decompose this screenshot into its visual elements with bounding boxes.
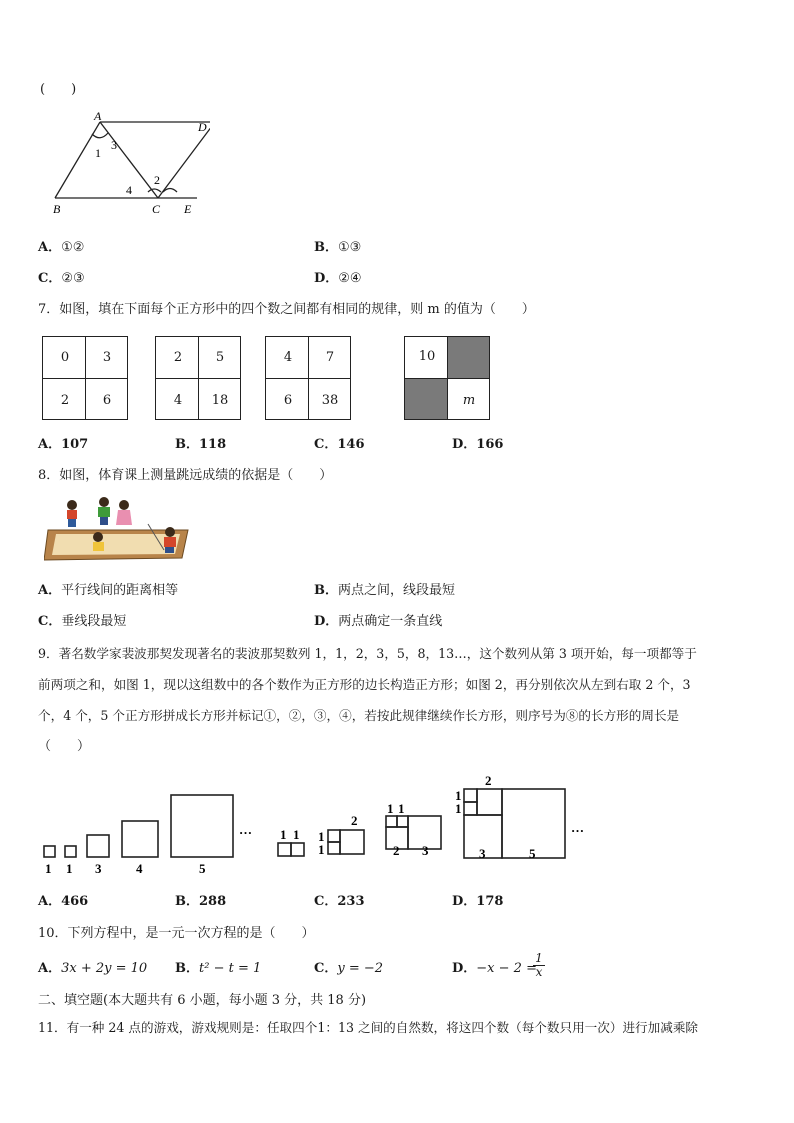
q10-fraction: 1 x (533, 952, 545, 979)
svg-text:…: … (239, 822, 252, 837)
q8-option-d: D．两点确定一条直线 (314, 614, 443, 629)
label-3: 3 (111, 138, 117, 152)
q7-grid-1: 0 3 2 6 (42, 336, 128, 420)
svg-text:2: 2 (393, 843, 400, 858)
label-1: 1 (95, 146, 101, 160)
q6-option-b: B．①③ (314, 240, 362, 255)
svg-text:1: 1 (455, 801, 462, 816)
fibonacci-rectangles-figure (272, 770, 602, 880)
label-B: B (53, 202, 61, 216)
parallelogram-figure (40, 112, 210, 220)
q8-option-c: C．垂线段最短 (38, 614, 127, 629)
q10-stem: 10．下列方程中，是一元一次方程的是（ ） (38, 926, 315, 941)
svg-text:1: 1 (455, 788, 462, 803)
q9-stem-line2: 前两项之和，如图 1，现以这组数中的各个数作为正方形的边长构造正方形；如图 2，再分别依次从左到右取 2 个，3 (38, 677, 691, 692)
q7-option-b: B．118 (175, 437, 227, 452)
q6-option-d: D．②④ (314, 271, 362, 286)
q8-stem: 8．如图，体育课上测量跳远成绩的依据是（ ） (38, 468, 333, 483)
svg-text:3: 3 (95, 861, 102, 876)
svg-text:3: 3 (422, 843, 429, 858)
q8-option-b: B．两点之间，线段最短 (314, 583, 456, 598)
q9-stem-line4: （ ） (38, 739, 91, 754)
q9-option-d: D．178 (452, 894, 504, 909)
q7-grid-2: 2 5 4 18 (155, 336, 241, 420)
svg-text:1: 1 (45, 861, 52, 876)
q9-stem-line1: 9．著名数学家裴波那契发现著名的裴波那契数列 1，1，2，3，5，8，13…，这个数列从第 3 项开始，每一项都等于 (38, 646, 697, 661)
label-A: A (94, 112, 102, 123)
label-2: 2 (154, 173, 160, 187)
q11-stem: 11．有一种 24 点的游戏，游戏规则是：任取四个1：13 之间的自然数，将这四个数（每个数只用一次）进行加减乘除 (38, 1020, 699, 1035)
q7-stem: 7．如图，填在下面每个正方形中的四个数之间都有相同的规律，则 m 的值为（ ） (38, 302, 535, 317)
svg-text:1: 1 (398, 801, 405, 816)
answer-paren: ( ) (40, 82, 77, 97)
q9-stem-line3: 个，4 个，5 个正方形拼成长方形并标记①，②，③，④，若按此规律继续作长方形，则序号为⑧的长方形的周长是 (38, 708, 680, 723)
shaded-cell (447, 337, 489, 378)
q10-option-b: B．t² − t = 1 (175, 961, 262, 976)
svg-text:1: 1 (387, 801, 394, 816)
q7-option-a: A．107 (38, 437, 89, 452)
section-heading: 二、填空题(本大题共有 6 小题，每小题 3 分，共 18 分) (38, 993, 367, 1008)
fibonacci-squares-figure (38, 770, 268, 880)
svg-text:2: 2 (485, 773, 492, 788)
q9-option-c: C．233 (314, 894, 365, 909)
svg-text:1: 1 (293, 827, 300, 842)
svg-text:1: 1 (280, 827, 287, 842)
label-C: C (152, 202, 161, 216)
q7-option-c: C．146 (314, 437, 365, 452)
q8-option-a: A．平行线间的距离相等 (38, 583, 179, 598)
label-E: E (184, 202, 192, 216)
svg-text:5: 5 (199, 861, 206, 876)
svg-text:1: 1 (66, 861, 73, 876)
q6-option-a: A．①② (38, 240, 85, 255)
q9-option-b: B．288 (175, 894, 227, 909)
q7-grid-4: 10 m (404, 336, 490, 420)
q7-option-d: D．166 (452, 437, 504, 452)
svg-text:3: 3 (479, 846, 486, 861)
q10-option-a: A．3x + 2y = 10 (38, 961, 148, 976)
q10-option-d: D．−x − 2 = (452, 961, 537, 976)
q10-option-c: C．y = −2 (314, 961, 384, 976)
shaded-cell (405, 379, 447, 419)
svg-text:5: 5 (529, 846, 536, 861)
label-D: D (198, 120, 207, 134)
svg-text:2: 2 (351, 813, 358, 828)
q9-option-a: A．466 (38, 894, 89, 909)
q7-grid-3: 4 7 6 38 (265, 336, 351, 420)
svg-text:4: 4 (136, 861, 143, 876)
svg-text:1: 1 (318, 842, 325, 857)
q6-option-c: C．②③ (38, 271, 85, 286)
svg-text:1: 1 (318, 829, 325, 844)
long-jump-illustration (44, 494, 192, 570)
svg-text:…: … (571, 820, 584, 835)
label-4: 4 (126, 183, 132, 197)
